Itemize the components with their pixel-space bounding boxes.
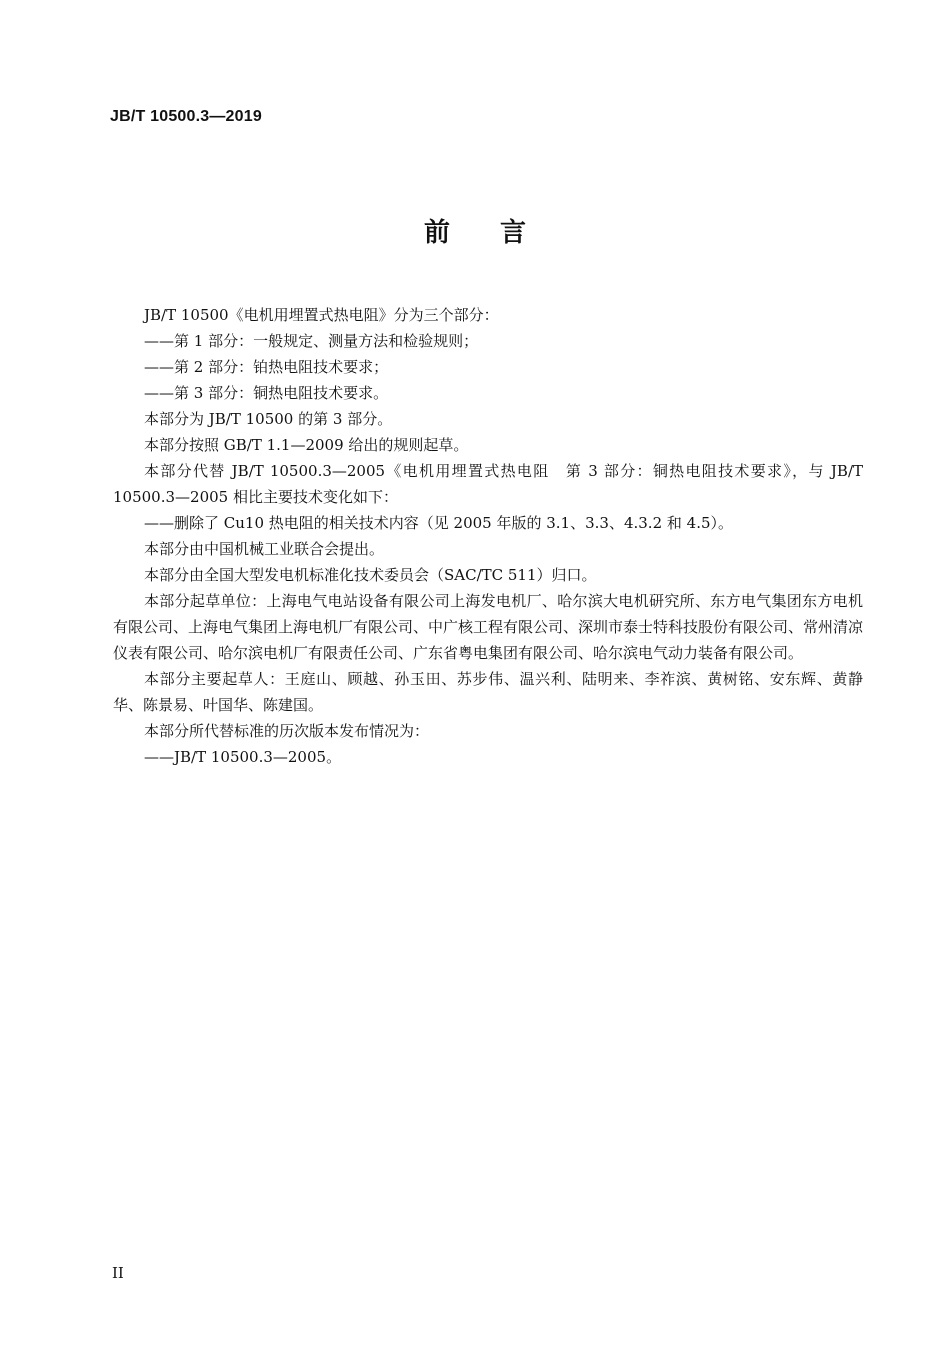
paragraph: 本部分起草单位：上海电气电站设备有限公司上海发电机厂、哈尔滨大电机研究所、东方电气集团东方电机有限公司、上海电气集团上海电机厂有限公司、中广核工程有限公司、深圳市泰士特科技股份有限公司、常州清凉仪表有限公司、哈尔滨电机厂有限责任公司、广东省粤电集团有限公司、哈尔滨电气动力装备有限公司。: [113, 592, 864, 662]
list-item: ——第 3 部分：铜热电阻技术要求。: [144, 384, 389, 402]
list-item: ——删除了 Cu10 热电阻的相关技术内容（见 2005 年版的 3.1、3.3、4.3.2 和 4.5）。: [144, 514, 734, 532]
paragraph: 本部分所代替标准的历次版本发布情况为：: [144, 722, 430, 740]
document-code-header: JB/T 10500.3—2019: [110, 108, 262, 125]
paragraph: 本部分由全国大型发电机标准化技术委员会（SAC/TC 511）归口。: [144, 566, 597, 584]
foreword-body: [113, 302, 863, 770]
paragraph: JB/T 10500《电机用埋置式热电阻》分为三个部分：: [144, 306, 499, 324]
paragraph: 本部分代替 JB/T 10500.3—2005《电机用埋置式热电阻 第 3 部分：铜热电阻技术要求》，与 JB/T 10500.3—2005 相比主要技术变化如下：: [113, 462, 863, 506]
paragraph: 本部分主要起草人：王庭山、顾越、孙玉田、苏步伟、温兴利、陆明来、李祚滨、黄树铭、安东辉、黄静华、陈景易、叶国华、陈建国。: [113, 670, 863, 714]
paragraph: 本部分为 JB/T 10500 的第 3 部分。: [144, 410, 393, 428]
paragraph: 本部分由中国机械工业联合会提出。: [144, 540, 385, 558]
list-item: ——第 2 部分：铂热电阻技术要求；: [144, 358, 389, 376]
page-number: II: [112, 1264, 124, 1282]
paragraph: 本部分按照 GB/T 1.1—2009 给出的规则起草。: [144, 436, 469, 454]
page-title: 前言: [423, 218, 576, 248]
list-item: ——JB/T 10500.3—2005。: [144, 748, 342, 766]
list-item: ——第 1 部分：一般规定、测量方法和检验规则；: [144, 332, 479, 350]
